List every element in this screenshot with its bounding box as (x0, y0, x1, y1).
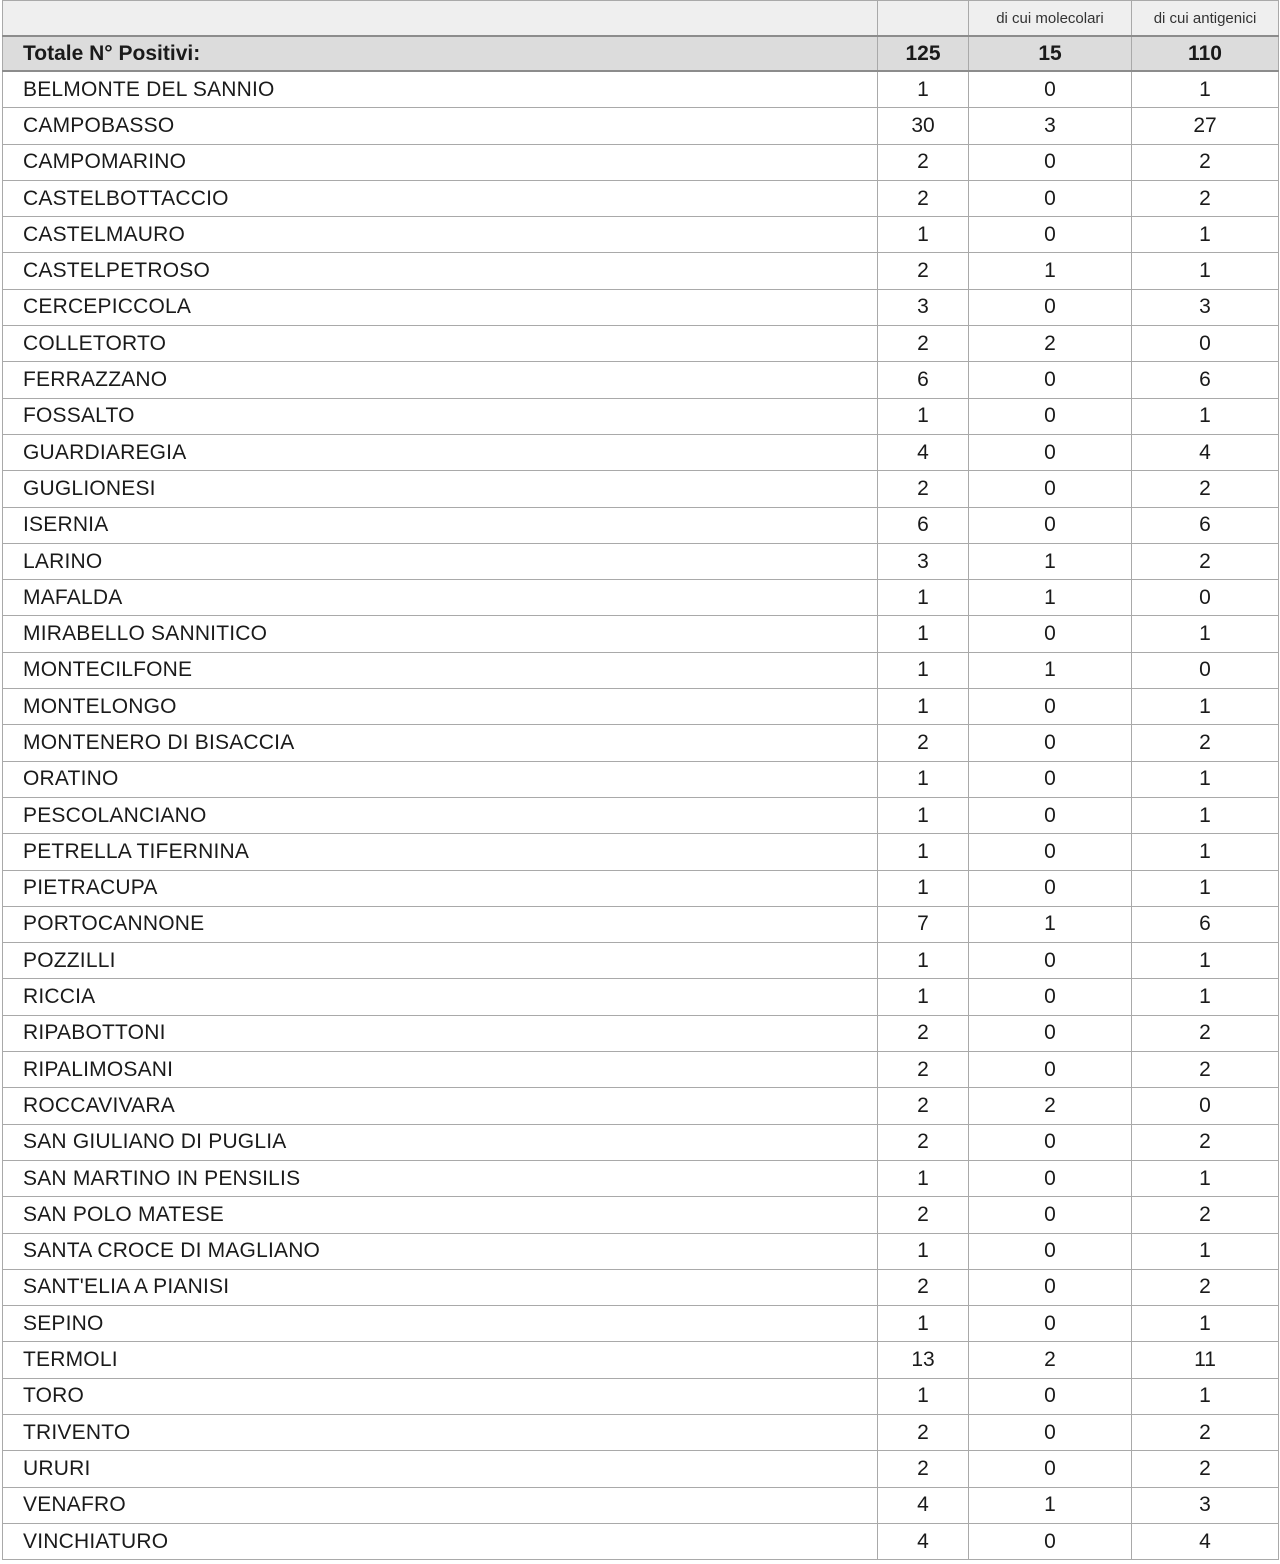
table-row (3, 362, 1279, 398)
comune-name: SAN GIULIANO DI PUGLIA (3, 1124, 878, 1160)
antigenici-cell: 1 (1132, 398, 1279, 434)
total-cell: 2 (878, 1269, 969, 1305)
molecolari-cell: 0 (969, 797, 1132, 833)
molecolari-cell: 0 (969, 979, 1132, 1015)
antigenici-cell: 4 (1132, 434, 1279, 470)
molecolari-cell: 0 (969, 616, 1132, 652)
antigenici-cell: 2 (1132, 1269, 1279, 1305)
table-row (3, 580, 1279, 616)
comune-name: SAN POLO MATESE (3, 1197, 878, 1233)
comune-name: VENAFRO (3, 1487, 878, 1523)
antigenici-cell: 1 (1132, 1160, 1279, 1196)
antigenici-cell: 2 (1132, 1052, 1279, 1088)
comune-name: RICCIA (3, 979, 878, 1015)
antigenici-cell: 1 (1132, 71, 1279, 108)
comune-name: MONTELONGO (3, 689, 878, 725)
molecolari-cell: 0 (969, 725, 1132, 761)
molecolari-cell: 0 (969, 471, 1132, 507)
table-row (3, 689, 1279, 725)
total-cell: 3 (878, 289, 969, 325)
total-cell: 2 (878, 725, 969, 761)
total-cell: 1 (878, 1306, 969, 1342)
total-cell: 1 (878, 652, 969, 688)
total-cell: 1 (878, 1378, 969, 1414)
total-cell: 6 (878, 507, 969, 543)
total-cell: 1 (878, 217, 969, 253)
total-cell: 2 (878, 1414, 969, 1450)
total-cell: 1 (878, 943, 969, 979)
comune-name: CASTELPETROSO (3, 253, 878, 289)
antigenici-cell: 3 (1132, 1487, 1279, 1523)
comune-name: LARINO (3, 543, 878, 579)
table-row (3, 1487, 1279, 1523)
table-row (3, 943, 1279, 979)
total-cell: 7 (878, 906, 969, 942)
header-antigenici: di cui antigenici (1132, 1, 1279, 37)
antigenici-cell: 1 (1132, 979, 1279, 1015)
comune-name: VINCHIATURO (3, 1523, 878, 1559)
comune-name: COLLETORTO (3, 326, 878, 362)
molecolari-cell: 1 (969, 906, 1132, 942)
comune-name: GUARDIAREGIA (3, 434, 878, 470)
table-row (3, 1523, 1279, 1559)
comune-name: CERCEPICCOLA (3, 289, 878, 325)
molecolari-cell: 0 (969, 1197, 1132, 1233)
table-row (3, 1197, 1279, 1233)
comune-name: ROCCAVIVARA (3, 1088, 878, 1124)
molecolari-cell: 0 (969, 398, 1132, 434)
total-cell: 1 (878, 71, 969, 108)
comune-name: BELMONTE DEL SANNIO (3, 71, 878, 108)
table-row (3, 1342, 1279, 1378)
total-cell: 2 (878, 253, 969, 289)
molecolari-cell: 2 (969, 326, 1132, 362)
total-cell: 1 (878, 870, 969, 906)
molecolari-cell: 0 (969, 289, 1132, 325)
comune-name: RIPALIMOSANI (3, 1052, 878, 1088)
antigenici-cell: 2 (1132, 543, 1279, 579)
table-row (3, 1160, 1279, 1196)
header-molecolari: di cui molecolari (969, 1, 1132, 37)
total-cell: 3 (878, 543, 969, 579)
molecolari-cell: 0 (969, 1306, 1132, 1342)
table-row (3, 1124, 1279, 1160)
molecolari-cell: 0 (969, 362, 1132, 398)
comune-name: ISERNIA (3, 507, 878, 543)
total-cell: 4 (878, 1523, 969, 1559)
antigenici-cell: 0 (1132, 652, 1279, 688)
total-cell: 2 (878, 180, 969, 216)
antigenici-cell: 27 (1132, 108, 1279, 144)
total-cell: 13 (878, 1342, 969, 1378)
table-row (3, 906, 1279, 942)
antigenici-cell: 1 (1132, 870, 1279, 906)
antigenici-cell: 11 (1132, 1342, 1279, 1378)
table-row (3, 616, 1279, 652)
antigenici-cell: 2 (1132, 725, 1279, 761)
antigenici-cell: 0 (1132, 1088, 1279, 1124)
total-label: Totale N° Positivi: (3, 36, 878, 71)
molecolari-cell: 1 (969, 543, 1132, 579)
comune-name: PORTOCANNONE (3, 906, 878, 942)
antigenici-cell: 2 (1132, 1015, 1279, 1051)
antigenici-cell: 0 (1132, 326, 1279, 362)
antigenici-cell: 1 (1132, 943, 1279, 979)
antigenici-cell: 2 (1132, 144, 1279, 180)
header-total (878, 1, 969, 37)
comune-name: PETRELLA TIFERNINA (3, 834, 878, 870)
total-cell: 2 (878, 471, 969, 507)
antigenici-cell: 1 (1132, 616, 1279, 652)
antigenici-cell: 1 (1132, 1233, 1279, 1269)
molecolari-cell: 0 (969, 943, 1132, 979)
total-cell: 1 (878, 797, 969, 833)
total-cell: 1 (878, 979, 969, 1015)
comune-name: CAMPOBASSO (3, 108, 878, 144)
table-row (3, 797, 1279, 833)
total-row (3, 36, 1279, 71)
molecolari-cell: 1 (969, 652, 1132, 688)
total-cell: 1 (878, 834, 969, 870)
comune-name: TERMOLI (3, 1342, 878, 1378)
comune-name: FOSSALTO (3, 398, 878, 434)
table-row (3, 1052, 1279, 1088)
comune-name: FERRAZZANO (3, 362, 878, 398)
comune-name: SAN MARTINO IN PENSILIS (3, 1160, 878, 1196)
table-body (3, 1, 1279, 1560)
table-row (3, 761, 1279, 797)
comune-name: MONTECILFONE (3, 652, 878, 688)
antigenici-cell: 1 (1132, 797, 1279, 833)
table-row (3, 979, 1279, 1015)
comune-name: PIETRACUPA (3, 870, 878, 906)
molecolari-cell: 0 (969, 71, 1132, 108)
molecolari-cell: 0 (969, 1269, 1132, 1305)
comune-name: SANT'ELIA A PIANISI (3, 1269, 878, 1305)
total-antigenici: 110 (1132, 36, 1279, 71)
total-cell: 2 (878, 326, 969, 362)
table-row (3, 180, 1279, 216)
molecolari-cell: 0 (969, 689, 1132, 725)
table-row (3, 652, 1279, 688)
molecolari-cell: 0 (969, 1052, 1132, 1088)
total-cell: 2 (878, 1052, 969, 1088)
molecolari-cell: 0 (969, 1233, 1132, 1269)
molecolari-cell: 0 (969, 1451, 1132, 1487)
comune-name: PESCOLANCIANO (3, 797, 878, 833)
table-row (3, 253, 1279, 289)
comune-name: POZZILLI (3, 943, 878, 979)
antigenici-cell: 2 (1132, 471, 1279, 507)
antigenici-cell: 6 (1132, 507, 1279, 543)
total-cell: 1 (878, 1233, 969, 1269)
total-cell: 2 (878, 1015, 969, 1051)
comune-name: SEPINO (3, 1306, 878, 1342)
table-row (3, 1378, 1279, 1414)
table-row (3, 507, 1279, 543)
total-cell: 1 (878, 580, 969, 616)
molecolari-cell: 3 (969, 108, 1132, 144)
total-cell: 1 (878, 1160, 969, 1196)
table-row (3, 1269, 1279, 1305)
antigenici-cell: 1 (1132, 1306, 1279, 1342)
comune-name: CAMPOMARINO (3, 144, 878, 180)
antigenici-cell: 2 (1132, 1124, 1279, 1160)
antigenici-cell: 2 (1132, 180, 1279, 216)
total-cell: 2 (878, 1197, 969, 1233)
antigenici-cell: 1 (1132, 217, 1279, 253)
comune-name: ORATINO (3, 761, 878, 797)
antigenici-cell: 1 (1132, 834, 1279, 870)
molecolari-cell: 1 (969, 253, 1132, 289)
table-row (3, 1233, 1279, 1269)
antigenici-cell: 2 (1132, 1451, 1279, 1487)
molecolari-cell: 0 (969, 1015, 1132, 1051)
molecolari-cell: 0 (969, 507, 1132, 543)
table-row (3, 326, 1279, 362)
table-row (3, 144, 1279, 180)
header-comune (3, 1, 878, 37)
antigenici-cell: 1 (1132, 761, 1279, 797)
molecolari-cell: 0 (969, 870, 1132, 906)
antigenici-cell: 6 (1132, 906, 1279, 942)
column-header-row (3, 1, 1279, 37)
total-cell: 6 (878, 362, 969, 398)
table-row (3, 543, 1279, 579)
comune-name: CASTELMAURO (3, 217, 878, 253)
total-count: 125 (878, 36, 969, 71)
comune-name: TORO (3, 1378, 878, 1414)
comune-name: RIPABOTTONI (3, 1015, 878, 1051)
table-row (3, 1015, 1279, 1051)
antigenici-cell: 1 (1132, 253, 1279, 289)
molecolari-cell: 0 (969, 1160, 1132, 1196)
comune-name: MIRABELLO SANNITICO (3, 616, 878, 652)
comune-name: TRIVENTO (3, 1414, 878, 1450)
positives-table (2, 0, 1279, 1560)
total-cell: 1 (878, 616, 969, 652)
antigenici-cell: 1 (1132, 1378, 1279, 1414)
antigenici-cell: 0 (1132, 580, 1279, 616)
comune-name: CASTELBOTTACCIO (3, 180, 878, 216)
comune-name: MONTENERO DI BISACCIA (3, 725, 878, 761)
molecolari-cell: 0 (969, 434, 1132, 470)
total-cell: 2 (878, 1451, 969, 1487)
antigenici-cell: 2 (1132, 1197, 1279, 1233)
table-row (3, 71, 1279, 108)
molecolari-cell: 2 (969, 1088, 1132, 1124)
total-cell: 30 (878, 108, 969, 144)
table-row (3, 1306, 1279, 1342)
total-cell: 4 (878, 434, 969, 470)
comune-name: GUGLIONESI (3, 471, 878, 507)
total-cell: 2 (878, 144, 969, 180)
molecolari-cell: 0 (969, 1124, 1132, 1160)
total-cell: 1 (878, 689, 969, 725)
total-cell: 2 (878, 1088, 969, 1124)
table-row (3, 725, 1279, 761)
molecolari-cell: 0 (969, 834, 1132, 870)
table-row (3, 217, 1279, 253)
table-row (3, 1088, 1279, 1124)
total-cell: 1 (878, 398, 969, 434)
molecolari-cell: 0 (969, 1414, 1132, 1450)
table-row (3, 398, 1279, 434)
total-molecolari: 15 (969, 36, 1132, 71)
molecolari-cell: 2 (969, 1342, 1132, 1378)
comune-name: SANTA CROCE DI MAGLIANO (3, 1233, 878, 1269)
table-row (3, 434, 1279, 470)
molecolari-cell: 0 (969, 761, 1132, 797)
antigenici-cell: 6 (1132, 362, 1279, 398)
total-cell: 4 (878, 1487, 969, 1523)
table-row (3, 870, 1279, 906)
comune-name: URURI (3, 1451, 878, 1487)
table-row (3, 289, 1279, 325)
table-row (3, 1414, 1279, 1450)
molecolari-cell: 1 (969, 580, 1132, 616)
comune-name: MAFALDA (3, 580, 878, 616)
total-cell: 1 (878, 761, 969, 797)
table-row (3, 108, 1279, 144)
table-row (3, 471, 1279, 507)
molecolari-cell: 0 (969, 1523, 1132, 1559)
molecolari-cell: 1 (969, 1487, 1132, 1523)
molecolari-cell: 0 (969, 1378, 1132, 1414)
molecolari-cell: 0 (969, 180, 1132, 216)
total-cell: 2 (878, 1124, 969, 1160)
antigenici-cell: 4 (1132, 1523, 1279, 1559)
antigenici-cell: 2 (1132, 1414, 1279, 1450)
antigenici-cell: 3 (1132, 289, 1279, 325)
molecolari-cell: 0 (969, 144, 1132, 180)
molecolari-cell: 0 (969, 217, 1132, 253)
table-row (3, 1451, 1279, 1487)
table-row (3, 834, 1279, 870)
antigenici-cell: 1 (1132, 689, 1279, 725)
